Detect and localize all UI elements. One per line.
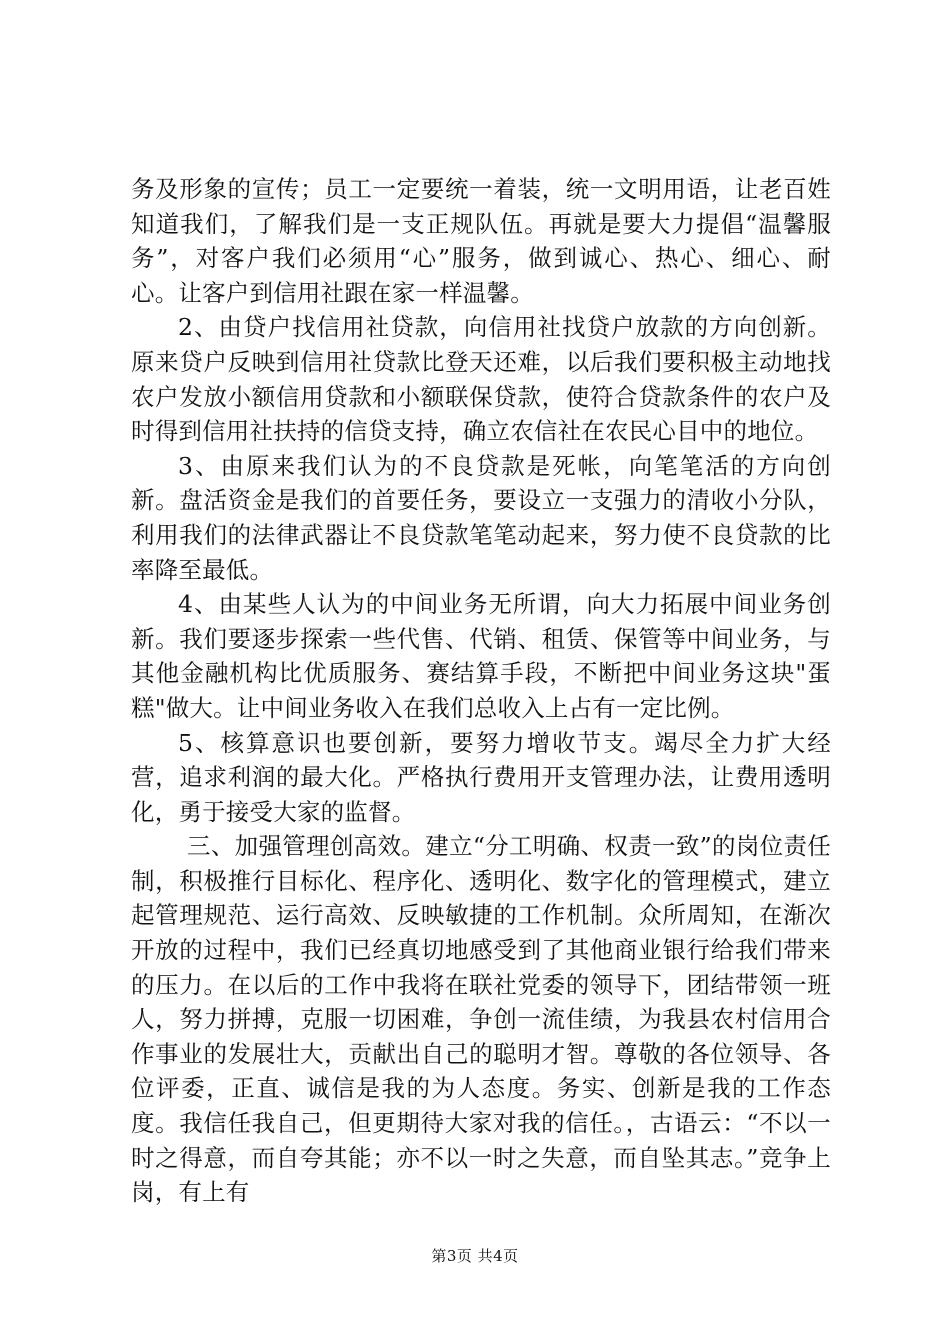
paragraph-item-4: 4、由某些人认为的中间业务无所谓，向大力拓展中间业务创新。我们要逐步探索一些代售、代销、租赁、保管等中间业务，与其他金融机构比优质服务、赛结算手段，不断把中间业务这块"蛋糕"做大。让中间业务收入在我们总收入上占有一定比例。 xyxy=(131,590,831,722)
paragraph-section-3: 三、加强管理创高效。建立“分工明确、权责一致”的岗位责任制，积极推行目标化、程序化、透明化、数字化的管理模式，建立起管理规范、运行高效、反映敏捷的工作机制。众所周知，在渐次开放的过程中，我们已经真切地感受到了其他商业银行给我们带来的压力。在以后的工作中我将在联社党委的领导下，团结带领一班人，努力拼搏，克服一切困难，争创一流佳绩，为我县农村信用合作事业的发展壮大，贡献出自己的聪明才智。尊敬的各位领导、各位评委，正直、诚信是我的为人态度。务实、创新是我的工作态度。我信任我自己，但更期待大家对我的信任。，古语云：“不以一时之得意，而自夸其能；亦不以一时之失意，而自坠其志。”竞争上岗，有上有 xyxy=(131,832,831,1207)
paragraph-item-2: 2、由贷户找信用社贷款，向信用社找贷户放款的方向创新。原来贷户反映到信用社贷款比登天还难，以后我们要积极主动地找农户发放小额信用贷款和小额联保贷款，使符合贷款条件的农户及时得到信用社扶持的信贷支持，确立农信社在农民心目中的地位。 xyxy=(131,313,831,446)
paragraph-item-3: 3、由原来我们认为的不良贷款是死帐，向笔笔活的方向创新。盘活资金是我们的首要任务，要设立一支强力的清收小分队，利用我们的法律武器让不良贷款笔笔动起来，努力使不良贷款的比率降至最低。 xyxy=(131,451,831,584)
paragraph-item-5: 5、核算意识也要创新，要努力增收节支。竭尽全力扩大经营，追求利润的最大化。严格执行费用开支管理办法，让费用透明化，勇于接受大家的监督。 xyxy=(131,728,831,826)
paragraph-continuation: 务及形象的宣传；员工一定要统一着装，统一文明用语，让老百姓知道我们，了解我们是一支正规队伍。再就是要大力提倡“温馨服务”，对客户我们必须用“心”服务，做到诚心、热心、细心、耐心。让客户到信用社跟在家一样温馨。 xyxy=(131,175,831,307)
document-body xyxy=(131,172,831,1210)
page-number-footer: 第3页 共4页 xyxy=(431,1247,519,1265)
